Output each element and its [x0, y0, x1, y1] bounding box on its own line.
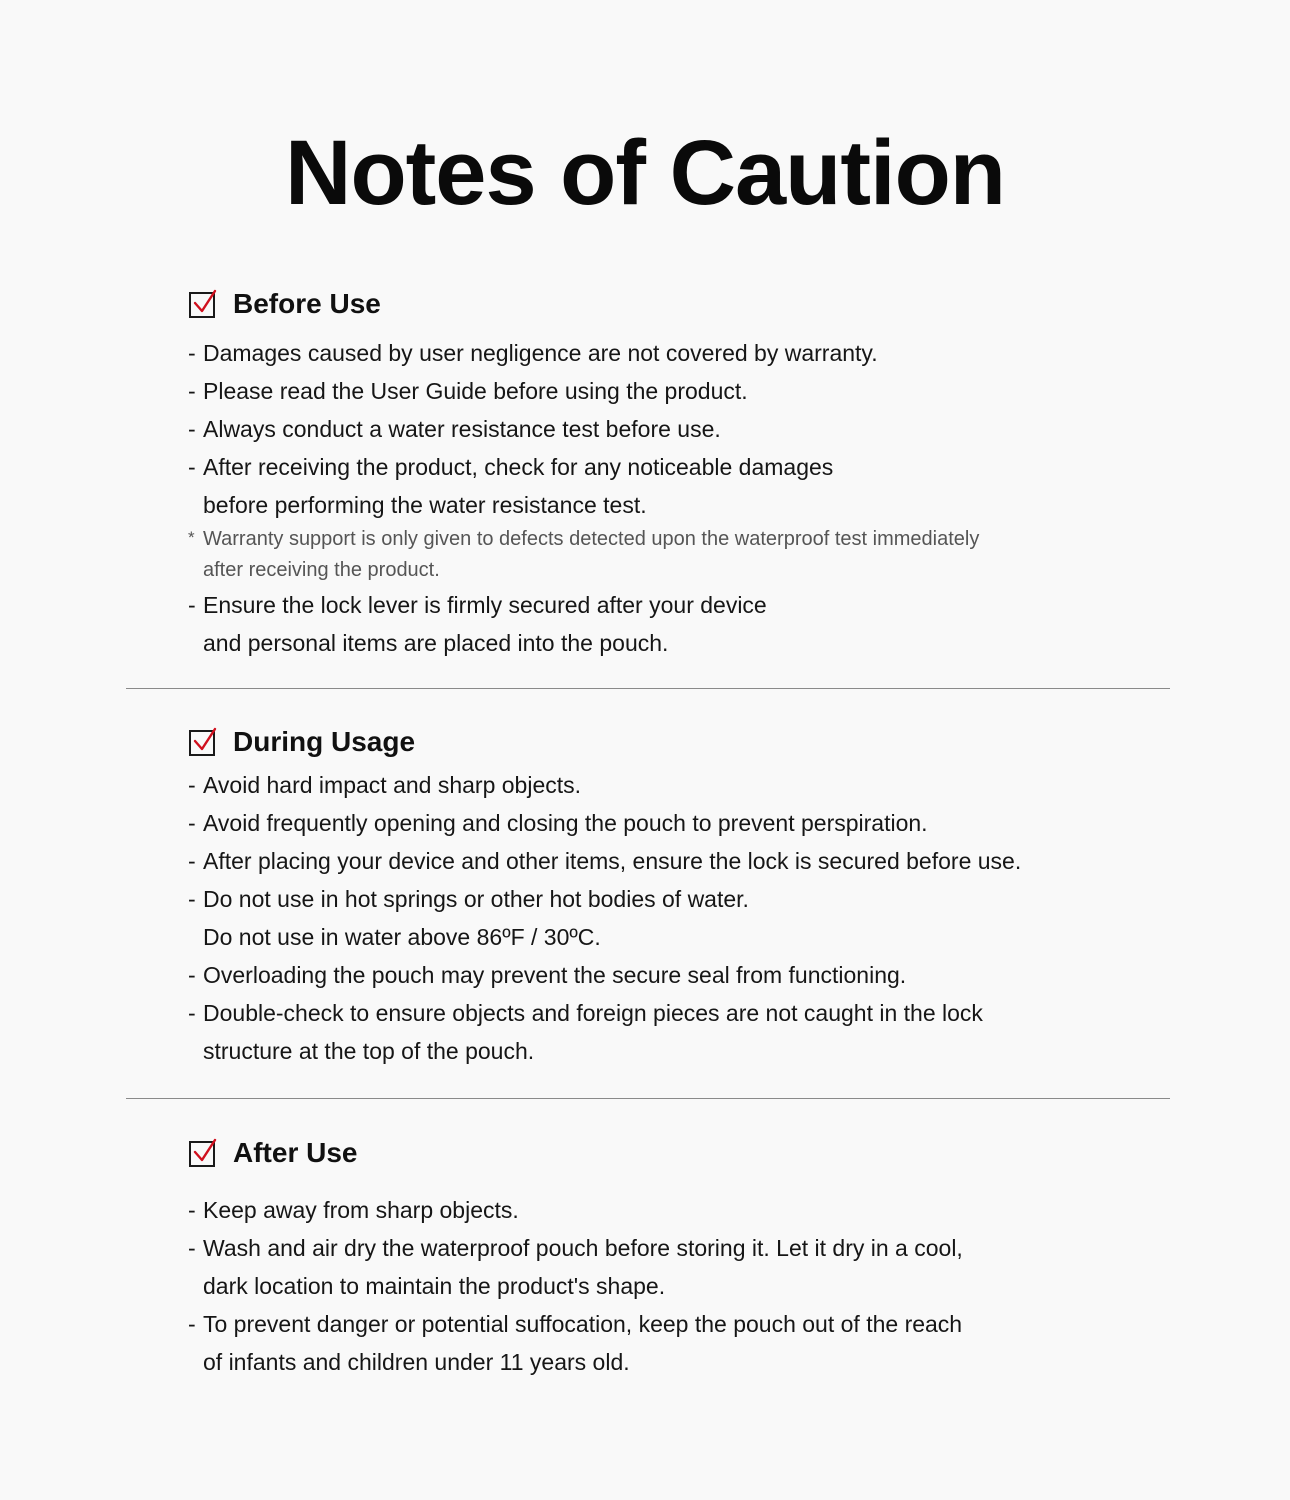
item-text: Overloading the pouch may prevent the secure seal from functioning.: [203, 962, 907, 988]
list-marker: -: [188, 454, 196, 480]
list-marker: -: [188, 772, 196, 798]
list-marker: -: [188, 416, 196, 442]
item-text: Please read the User Guide before using the product.: [203, 378, 748, 404]
caution-list: [188, 1191, 1148, 1381]
page-title: Notes of Caution: [285, 122, 1005, 224]
checked-box-icon: [188, 727, 218, 757]
list-marker: -: [188, 810, 196, 836]
list-marker: -: [188, 340, 196, 366]
item-text-continued: structure at the top of the pouch.: [203, 1038, 535, 1064]
list-item: [188, 804, 1148, 842]
item-text: Damages caused by user negligence are not covered by warranty.: [203, 340, 878, 366]
list-item: [188, 880, 1148, 956]
item-text: To prevent danger or potential suffocation, keep the pouch out of the reach: [203, 1311, 963, 1337]
checked-box-icon: [188, 1138, 218, 1168]
list-item: [188, 1191, 1148, 1229]
item-text: Keep away from sharp objects.: [203, 1197, 519, 1223]
list-item: [188, 410, 1148, 448]
list-marker: -: [188, 848, 196, 874]
list-item: [188, 766, 1148, 804]
list-marker: -: [188, 1197, 196, 1223]
caution-list: [188, 766, 1148, 1070]
section-after-use: [188, 1133, 1148, 1381]
item-text: Ensure the lock lever is firmly secured after your device: [203, 592, 767, 618]
list-marker: -: [188, 592, 196, 618]
item-text: After placing your device and other items, ensure the lock is secured before use.: [203, 848, 1022, 874]
section-divider: [126, 1098, 1170, 1099]
list-item: [188, 842, 1148, 880]
item-text-continued: of infants and children under 11 years old.: [203, 1349, 630, 1375]
item-text-continued: Do not use in water above 86ºF / 30ºC.: [203, 924, 601, 950]
list-item: [188, 956, 1148, 994]
item-text-continued: before performing the water resistance test.: [203, 492, 647, 518]
caution-list: [188, 334, 1148, 662]
item-text-continued: and personal items are placed into the pouch.: [203, 630, 669, 656]
section-title: During Usage: [233, 726, 416, 757]
list-marker: -: [188, 1311, 196, 1337]
item-text: Wash and air dry the waterproof pouch before storing it. Let it dry in a cool,: [203, 1235, 963, 1261]
item-text: Double-check to ensure objects and foreign pieces are not caught in the lock: [203, 1000, 983, 1026]
item-text-continued: dark location to maintain the product's shape.: [203, 1273, 666, 1299]
item-text: Do not use in hot springs or other hot bodies of water.: [203, 886, 749, 912]
section-title: After Use: [233, 1137, 358, 1168]
note-text-continued: after receiving the product.: [203, 559, 440, 581]
item-text: After receiving the product, check for any noticeable damages: [203, 454, 834, 480]
list-marker: -: [188, 1000, 196, 1026]
list-item: [188, 448, 1148, 524]
list-item: [188, 586, 1148, 662]
item-text: Avoid hard impact and sharp objects.: [203, 772, 582, 798]
note-text: Warranty support is only given to defects detected upon the waterproof test immediately: [203, 528, 980, 550]
section-header: [188, 284, 1148, 324]
list-item: [188, 372, 1148, 410]
note-marker: *: [188, 528, 195, 547]
list-item: [188, 1229, 1148, 1305]
list-item: [188, 994, 1148, 1070]
warranty-note: [188, 524, 1148, 586]
item-text: Avoid frequently opening and closing the pouch to prevent perspiration.: [203, 810, 928, 836]
list-marker: -: [188, 962, 196, 988]
list-item: [188, 334, 1148, 372]
item-text: Always conduct a water resistance test before use.: [203, 416, 721, 442]
list-marker: -: [188, 1235, 196, 1261]
section-header: [188, 722, 1148, 762]
section-header: [188, 1133, 1148, 1173]
list-marker: -: [188, 378, 196, 404]
list-item: [188, 1305, 1148, 1381]
list-marker: -: [188, 886, 196, 912]
section-divider: [126, 688, 1170, 689]
checked-box-icon: [188, 289, 218, 319]
section-during-usage: [188, 722, 1148, 1070]
section-title: Before Use: [233, 288, 381, 319]
section-before-use: [188, 284, 1148, 662]
